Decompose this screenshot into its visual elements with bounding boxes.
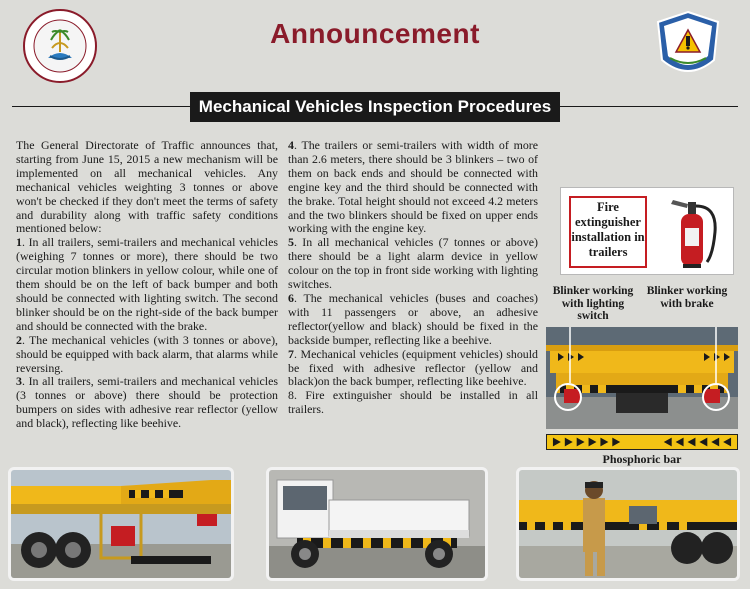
section-heading: Mechanical Vehicles Inspection Procedures: [190, 92, 560, 122]
inspector-trailer-image: [519, 470, 737, 578]
item-text: . The trailers or semi-trailers with width of more than 2.6 meters, there should be 3 blinkers – two of them on back ends and should be connected with engine key and the third should be connected with the brake. Total height should not exceed 4.2 meters and the two blinkers should be fixed on upper ends working with the engine key.: [288, 138, 538, 236]
pickup-truck-image: [269, 470, 485, 578]
item-number: 7: [288, 346, 294, 361]
item-text: . In all mechanical vehicles (7 tonnes or above) there should be a light alarm device in yellow colour on the top in front side working with lighting switches.: [288, 235, 538, 292]
pickup-truck-photo: [266, 467, 488, 581]
page-title: Announcement: [270, 18, 480, 49]
item-text: . In all trailers, semi-trailers and mechanical vehicles (3 tonnes or above) there should be protection bumpers on sides with adhesive rear reflector (yellow and black), reflecting like beehive.: [16, 374, 278, 431]
list-item: [16, 375, 278, 431]
trailer-rear-illustration: [546, 327, 738, 429]
item-number: 4: [288, 138, 294, 152]
list-item: [288, 389, 538, 417]
fire-extinguisher-icon: [657, 192, 729, 272]
phosphoric-bar-graphic: [546, 434, 738, 450]
fire-extinguisher-box: [560, 187, 734, 275]
item-number: 1: [16, 235, 22, 250]
item-number: 6: [288, 290, 294, 305]
body-column-middle: [288, 139, 538, 417]
item-number: 3: [16, 374, 22, 389]
general-directorate-of-traffic-emblem-icon: [648, 8, 728, 84]
item-text: . The mechanical vehicles (with 3 tonnes or above), should be equipped with back alarm, that alarms while reversing.: [16, 332, 278, 375]
list-item: [16, 236, 278, 333]
blinker-right-label: Blinker working with brake: [646, 285, 728, 310]
list-item: [288, 292, 538, 348]
intro-paragraph: The General Directorate of Traffic announces that, starting from June 15, 2015 a new mechanism will be implemented on all mechanical vehicles. Any mechanical vehicles weighting 3 tonnes or above won't be checked if they don't meet the terms of safety and durability along with traffic safety conditions mentioned below:: [16, 138, 278, 236]
inspector-trailer-photo: [516, 467, 740, 581]
item-number: 2: [16, 332, 22, 347]
item-text: . The mechanical vehicles (buses and coaches) with 11 passengers or above, an adhesive reflector(yellow and black) should be fixed in the backside bumper, reflecting like a beehive.: [288, 290, 538, 347]
item-text: . In all trailers, semi-trailers and mechanical vehicles (weighing 7 tonnes or more), there should be two circular motion blinkers in yellow colour, while one of them should be on the left of back bumper and both should be connected with lighting switch. The second blinker should be on the right-side of the back bumper and should be connected with the brake.: [16, 235, 278, 333]
list-item: [288, 348, 538, 390]
body-column-left: [16, 139, 278, 431]
phosphoric-bar-label: Phosphoric bar: [602, 452, 682, 466]
blinker-left-label: Blinker working with lighting switch: [552, 285, 634, 322]
list-item: [288, 139, 538, 236]
item-number: 5: [288, 235, 294, 250]
fire-extinguisher-caption: Fire extinguisher installation in trailers: [569, 196, 647, 268]
trailer-side-photo: [8, 467, 234, 581]
item-number: 8: [288, 388, 294, 403]
list-item: [16, 334, 278, 376]
item-text: . Fire extinguisher should be installed in all trailers.: [288, 388, 538, 417]
traffic-directorate-logo: [648, 8, 728, 84]
list-item: [288, 236, 538, 292]
item-text: . Mechanical vehicles (equipment vehicles) should be fixed with adhesive reflector (yellow and black)on the back bumper, reflecting like beehive.: [288, 346, 538, 389]
trailer-side-image: [11, 470, 231, 578]
